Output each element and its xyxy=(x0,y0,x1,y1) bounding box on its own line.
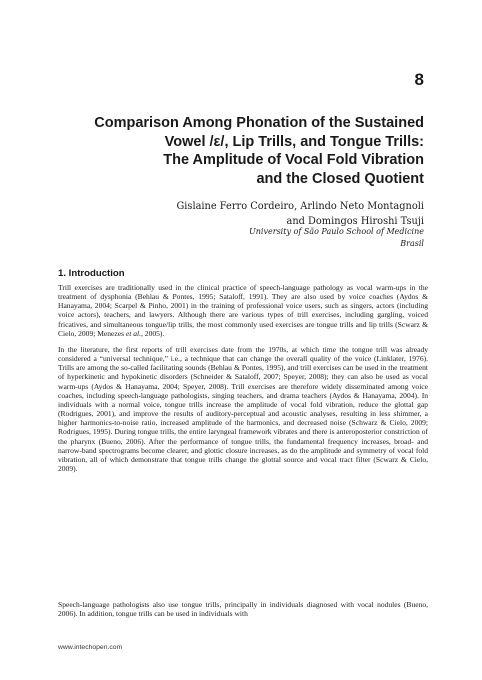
paragraph-text: Speech-language pathologists also use tongue trills, principally in individuals diagnosed with vocal nodules (Bueno, 2006). In addition, tongue trills can be used in individuals with xyxy=(58,600,428,619)
footer-url[interactable]: www.intechopen.com xyxy=(58,644,123,651)
title-line: and the Closed Quotient xyxy=(256,171,424,188)
paragraph xyxy=(58,600,428,618)
title-line: The Amplitude of Vocal Fold Vibration xyxy=(163,152,424,169)
affiliation-institution: University of São Paulo School of Medicine xyxy=(249,227,424,236)
title-line: Comparison Among Phonation of the Sustained xyxy=(94,115,424,131)
author-line: Gislaine Ferro Cordeiro, Arlindo Neto Montagnoli xyxy=(176,201,424,212)
title-line: Vowel /ε/, Lip Trills, and Tongue Trills: xyxy=(164,133,424,150)
author-list xyxy=(94,199,424,229)
author-line: and Domingos Hiroshi Tsuji xyxy=(286,216,424,227)
paragraph xyxy=(58,283,428,338)
chapter-number: 8 xyxy=(414,70,424,89)
paragraph-text: In the literature, the first reports of trill exercises date from the 1970s, at which time the tongue trill was already considered a “universal technique,” i.e., a technique that can change the overall quality of the voice (Linklater, 1976). Trills are among the so-called facilitating sounds (Behlau & Pontes, 1995), and trill exercises can be used in the treatment of hyperkinetic and hypokinetic disorders (Schneider & Sataloff, 2007; Speyer, 2008); they can also be used as vocal warm-ups (Aydos & Hanayama, 2004; Speyer, 2008). Trill exercises are therefore widely disseminated among voice coaches, including speech-language pathologists, singing teachers, and drama teachers (Aydos & Hanayama, 2004). In individuals with a normal voice, tongue trills increase the amplitude of vocal fold vibration, reduce the glottal gap (Rodrigues, 2001), and improve the results of auditory-perceptual and acoustic analyses, resulting in less shimmer, a higher harmonics-to-noise ratio, increased amplitude of the harmonics, and decreased noise (Schwarz & Cielo, 2009; Rodrigues, 1995). During tongue trills, the entire laryngeal framework vibrates and there is anteroposterior constriction of the pharynx (Bueno, 2006). After the performance of tongue trills, the fundamental frequency increases, broad- and narrow-band spectrograms become clearer, and glottic closure increases, as do the amplitude and symmetry of vocal fold vibration, all of which demonstrate that tongue trills change the glottal source and vocal tract filter (Scwarz & Cielo, 2009). xyxy=(58,345,428,474)
chapter-title xyxy=(34,114,424,189)
affiliation-country: Brasil xyxy=(400,238,424,248)
paragraph xyxy=(58,345,428,473)
paragraph-text-run: Trill exercises are traditionally used in the clinical practice of speech-language pathology as vocal warm-ups in the treatment of dysphonia (Behlau & Pontes, 1995; Sataloff, 1991). They are also used by voice coaches (Aydos & Hanayama, 2004; Scarpel & Pinho, 2001) in the training of professional voice users, such as singers, actors (including voice actors), teachers, and lawyers. Although there are various types of trill exercises, including gargling, voiced fricatives, and simultaneous tongue/lip trills, the most commonly used exercises are tongue trills and lip trills (Scwarz & Cielo, 2009; Menezes xyxy=(58,283,428,338)
affiliation xyxy=(94,226,424,249)
paragraph-text-run: , 2005). xyxy=(141,328,165,338)
paragraph-text xyxy=(58,283,428,338)
paragraph-italic-run: et al. xyxy=(125,328,142,338)
section-heading: 1. Introduction xyxy=(58,268,125,279)
